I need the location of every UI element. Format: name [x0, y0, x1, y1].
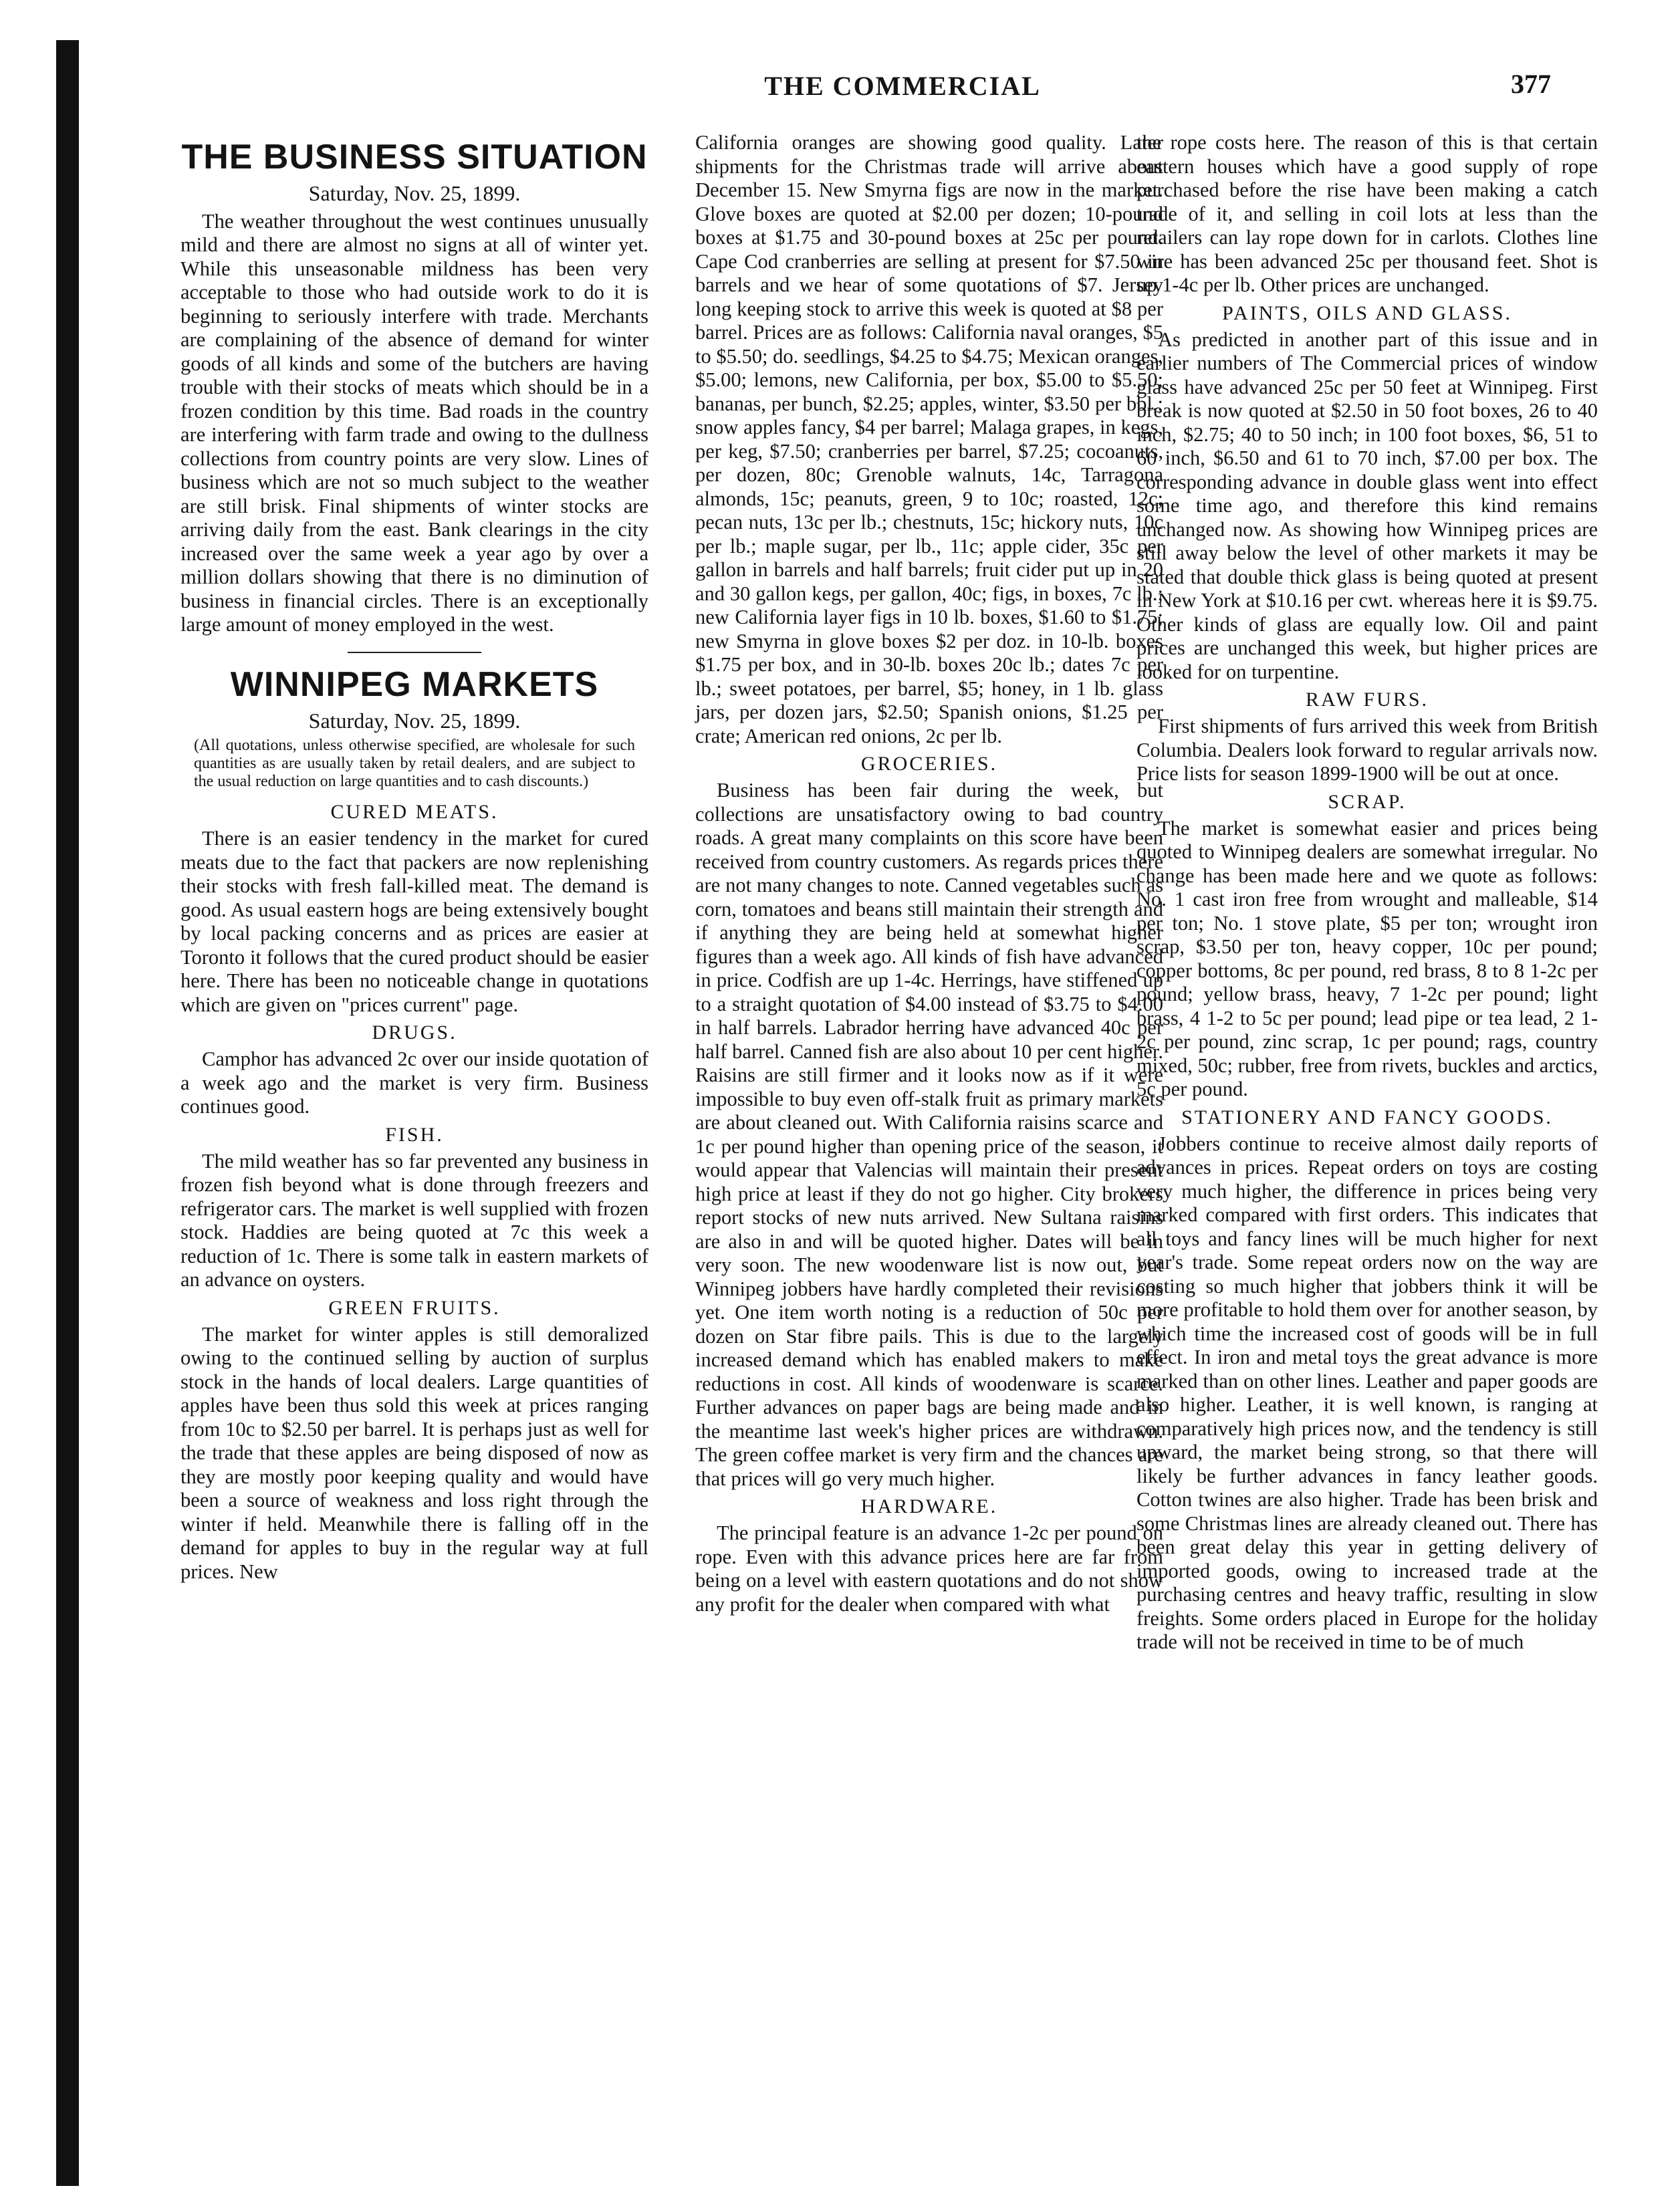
stationery-heading: STATIONERY AND FANCY GOODS.: [1181, 1106, 1553, 1128]
page-number: 377: [1511, 69, 1551, 99]
hardware-body-continued: the rope costs here. The reason of this is that certain eastern houses which have a good supply of rope purchased before the rise have been making a catch trade of it, and selling in coil lots at less than the retailers can lay rope down for in carlots. Clothes line wire has been advanced 25c per thousand feet. Shot is up 1-4c per lb. Other prices are unchanged.: [1136, 131, 1598, 296]
quotations-note: (All quotations, unless otherwise specified, are wholesale for such quantities as are usually taken by retail dealers, and are subject to the usual reduction on large quantities and to cash discounts.): [194, 737, 635, 790]
column-3: [1136, 131, 1598, 1654]
fish-body: The mild weather has so far prevented any business in frozen fish beyond what is done through freezers and refrigerator cars. The market is well supplied with frozen stock. Haddies are being quoted at 7c this week a reduction of 1c. There is some talk in eastern markets of an advance on oysters.: [181, 1149, 648, 1291]
cured-meats-heading: CURED MEATS.: [330, 801, 499, 823]
scrap-body: The market is somewhat easier and prices being quoted to Winnipeg dealers are somewhat irregular. No change has been made here and we quote as follows: No. 1 cast iron free from wrought and malleable, $14 per ton; No. 1 stove plate, $5 per ton; wrought iron scrap, $3.50 per ton, heavy copper, 10c per pound; copper bottoms, 8c per pound, red brass, 8 to 8 1-2c per pound; yellow brass, heavy, 7 1-2c per pound; light brass, 4 1-2 to 5c per pound; lead pipe or tea lead, 2 1-2c per pound, zinc scrap, 1c per pound; rags, country mixed, 50c; rubber, free from rivets, buckles and arctics, 5c per pound.: [1136, 816, 1598, 1100]
raw-furs-heading: RAW FURS.: [1305, 689, 1429, 711]
business-body: The weather throughout the west continues unusually mild and there are almost no signs at all of winter yet. While this unseasonable mildness has been very acceptable to those who had outside work to do it is beginning to seriously interfere with trade. Merchants are complaining of the absence of demand for winter goods of all kinds and some of the butchers are having trouble with their stocks of meats which should be in a frozen condition by this time. Bad roads in the country are interfering with farm trade and owing to the dullness collections from country points are very slow. Lines of business which are not so much subject to the weather are still brisk. Final shipments of winter stocks are arriving daily from the east. Bank clearings in the city increased over the same week a year ago by over a million dollars showing that there is no diminution of business in financial circles. There is an exceptionally large amount of money employed in the west.: [181, 209, 648, 636]
markets-dateline: Saturday, Nov. 25, 1899.: [308, 708, 521, 733]
binding-shadow: [56, 40, 79, 2186]
scrap-heading: SCRAP.: [1328, 790, 1407, 813]
raw-furs-body: First shipments of furs arrived this week from British Columbia. Dealers look forward to regular arrivals now. Price lists for season 1899-1900 will be out at once.: [1136, 715, 1598, 785]
green-fruits-heading: GREEN FRUITS.: [328, 1296, 501, 1319]
stationery-body: Jobbers continue to receive almost daily reports of advances in prices. Repeat orders on toys are costing very much higher, the difference in prices being very marked compared with first orders. This indicates that all toys and fancy lines will be much higher for next year's trade. Some repeat orders now on the way are costing so much higher that jobbers think it will be more profitable to hold them over for another season, by which time the increased cost of goods will be in full effect. In iron and metal toys the great advance is more marked than on other lines. Leather and paper goods are also higher. Leather, it is well known, is ranging at comparatively high prices now, and the tendency is still upward, the market being strong, so that there will likely be further advances in fancy leather goods. Cotton twines are also higher. Trade has been brisk and some Christmas lines are already cleaned out. There has been great delay this year in getting delivery of imported goods, owing to increased trade at the purchasing centres and heavy traffic, resulting in slow freights. Some orders placed in Europe for the holiday trade will not be received in time to be of much: [1136, 1132, 1598, 1653]
winnipeg-markets-title: WINNIPEG MARKETS: [230, 664, 599, 704]
drugs-body: Camphor has advanced 2c over our inside quotation of a week ago and the market is very firm. Business continues good.: [181, 1048, 648, 1118]
hardware-body: The principal feature is an advance 1-2c per pound on rope. Even with this advance prices here are far from being on a level with eastern quotations and do not show any profit for the dealer when compared with what: [695, 1521, 1163, 1616]
fish-heading: FISH.: [385, 1123, 444, 1146]
drugs-heading: DRUGS.: [372, 1021, 457, 1044]
section-divider: [348, 652, 481, 653]
column-2: [695, 131, 1163, 1616]
business-dateline: Saturday, Nov. 25, 1899.: [308, 181, 521, 205]
groceries-heading: GROCERIES.: [860, 753, 998, 775]
business-situation-title: THE BUSINESS SITUATION: [181, 138, 648, 176]
paints-body: As predicted in another part of this issue and in earlier numbers of The Commercial prices of window glass have advanced 25c per 50 feet at Winnipeg. First break is now quoted at $2.50 in 50 foot boxes, 26 to 40 inch, $2.75; 40 to 50 inch; in 100 foot boxes, $6, 51 to 60 inch, $6.50 and 61 to 70 inch, $7.00 per box. The corresponding advance in double glass went into effect some time ago, and therefore this kind remains unchanged now. As showing how Winnipeg prices are still away below the level of other markets it may be stated that double thick glass is being quoted at present in New York at $10.16 per cwt. whereas here it is $9.75. Other kinds of glass are equally low. Oil and paint prices are unchanged this week, but higher prices are looked for on turpentine.: [1136, 328, 1598, 683]
groceries-body: Business has been fair during the week, but collections are unsatisfactory owing to bad country roads. A great many complaints on this score have been received from country customers. As regards prices there are not many changes to note. Canned vegetables such as corn, tomatoes and beans still maintain their strength and if anything they are being held at somewhat higher figures than a week ago. All kinds of fish have advanced in price. Codfish are up 1-4c. Herrings, have stiffened up to a straight quotation of $4.00 instead of $3.75 to $4.00 in half barrels. Labrador herring have advanced 40c per half barrel. Canned fish are also about 10 per cent higher. Raisins are still firmer and it looks now as if it were impossible to buy even off-stalk fruit as primary markets are about cleaned out. With California raisins scarce and 1c per pound higher than opening price of the season, it would appear that Valencias will maintain their present high price at least if they do not go higher. City brokers report stocks of new nuts arrived. New Sultana raisins are also in and will be quoted higher. Dates will be in very soon. The new woodenware list is now out, but Winnipeg jobbers have hardly completed their revisions yet. One item worth noting is a reduction of 50c per dozen on Star fibre pails. This is due to the largely increased demand which has enabled makers to make reductions in cost. All kinds of woodenware is scarce. Further advances on paper bags are being made and in the meantime last week's higher prices are withdrawn. The green coffee market is very firm and the chances are that prices will go very much higher.: [695, 779, 1163, 1490]
running-head: THE COMMERCIAL: [764, 71, 1041, 101]
paints-heading: PAINTS, OILS AND GLASS.: [1222, 301, 1512, 324]
green-fruits-body: The market for winter apples is still demoralized owing to the continued selling by auction of surplus stock in the hands of local dealers. Large quantities of apples have been thus sold this week at prices ranging from 10c to $2.50 per barrel. It is perhaps just as well for the trade that these apples are being disposed of now as they are mostly poor keeping quality and would have been a source of weakness and loss right through the winter if held. Meanwhile there is falling off in the demand for apples to buy in the regular way at full prices. New: [181, 1322, 648, 1583]
column-1: [181, 131, 648, 1584]
green-fruits-body-continued: California oranges are showing good quality. Later shipments for the Christmas trade will arrive about December 15. New Smyrna figs are now in the market. Glove boxes are quoted at $2.00 per dozen; 10-pound boxes at $1.75 and 30-pound boxes at 25c per pound. Cape Cod cranberries are selling at present for $7.50 in barrels and we hear of some quotations of $7. Jersey long keeping stock to arrive this week is quoted at $8 per barrel. Prices are as follows: California naval oranges, $5 to $5.50; do. seedlings, $4.25 to $4.75; Mexican oranges, $5.00; lemons, new California, per box, $5.00 to $5.50; bananas, per bunch, $2.25; apples, winter, $3.50 per bbl.; snow apples fancy, $4 per barrel; Malaga grapes, in kegs, per keg, $7.50; cranberries per barrel, $7.25; cocoanuts, per dozen, 80c; Grenoble walnuts, 14c, Tarragona almonds, 15c; peanuts, green, 9 to 10c; roasted, 12c; pecan nuts, 13c per lb.; chestnuts, 15c; hickory nuts, 10c per lb.; maple sugar, per lb., 11c; apple cider, 35c per gallon in barrels and half barrels; fruit cider put up in 20 and 30 gallon kegs, per gallon, 40c; figs, in boxes, 7c lb.; new California layer figs in 10 lb. boxes, $1.60 to $1.75; new Smyrna in glove boxes $2 per doz. in 10-lb. boxes $1.75 per box, and in 30-lb. boxes 20c lb.; dates 7c per lb.; sweet potatoes, per barrel, $5; honey, in 1 lb. glass jars, per dozen jars, $2.50; Spanish onions, $1.25 per crate; American red onions, 2c per lb.: [695, 131, 1163, 747]
cured-meats-body: There is an easier tendency in the market for cured meats due to the fact that packers are now replenishing their stocks with fresh fall-killed meat. The demand is good. As usual eastern hogs are being extensively bought by local packing concerns and as prices are easier at Toronto it follows that the cured product should be easier here. There has been no noticeable change in quotations which are given on "prices current" page.: [181, 827, 648, 1016]
hardware-heading: HARDWARE.: [860, 1495, 998, 1517]
